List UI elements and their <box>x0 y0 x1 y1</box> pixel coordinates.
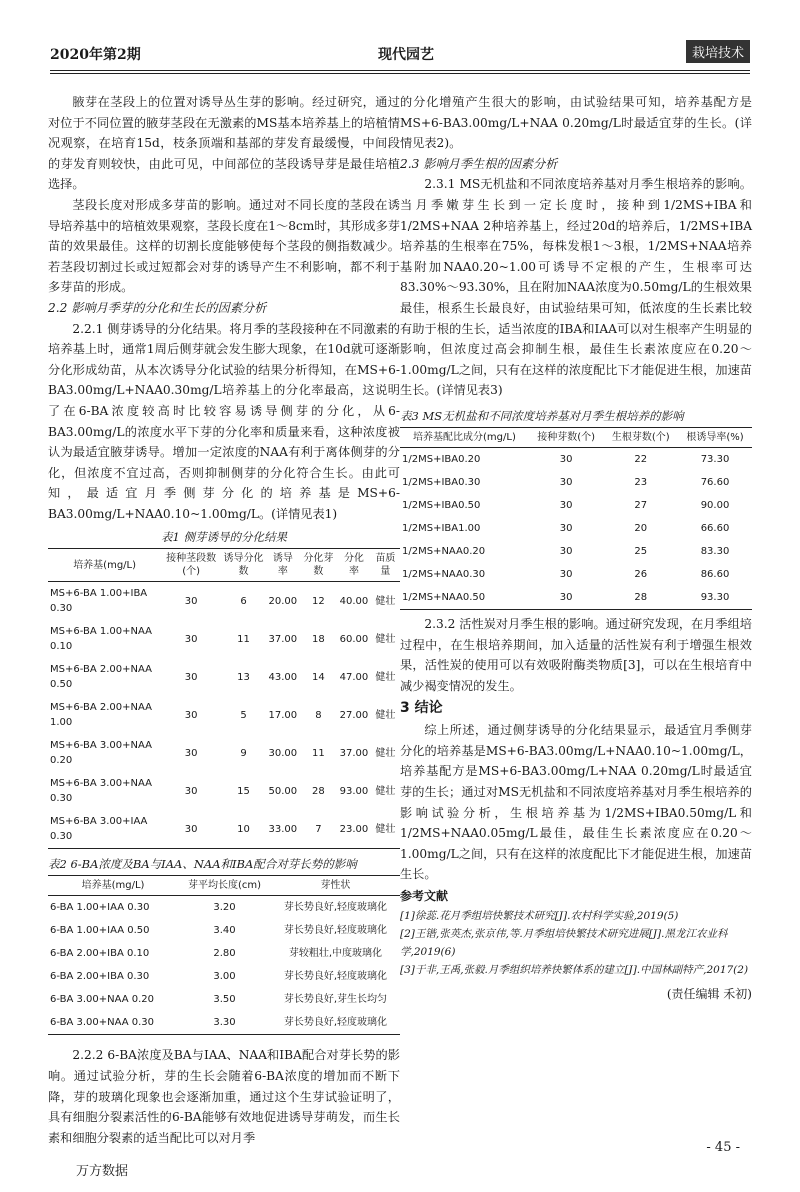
table-row <box>48 772 400 810</box>
reference-item: [1]徐蕊.花月季组培快繁技术研究[J].农村科学实验,2019(5) <box>400 910 679 923</box>
editor-note: (责任编辑 禾初) <box>666 987 752 1002</box>
table-cell: 健壮 <box>375 785 396 797</box>
table-cell: 47.00 <box>339 671 369 683</box>
table-row <box>48 919 400 942</box>
table-cell: MS+6-BA 2.00+NAA 0.50 <box>50 664 152 691</box>
table-cell: 33.00 <box>268 823 298 835</box>
table-row <box>48 896 400 920</box>
table-cell: 22 <box>634 453 648 465</box>
table-cell: 8 <box>315 709 322 721</box>
table-cell: 芽长势良好,芽生长均匀 <box>283 994 388 1006</box>
journal-title: 现代园艺 <box>378 47 434 63</box>
table-cell: 93.30 <box>700 591 730 603</box>
table-cell: 6-BA 2.00+IBA 0.10 <box>50 948 150 960</box>
table-cell: MS+6-BA 1.00+NAA 0.10 <box>50 626 152 653</box>
table-cell: 健壮 <box>375 709 396 721</box>
table-row <box>400 471 752 494</box>
table-cell: 60.00 <box>339 633 369 645</box>
table-cell: 30 <box>559 476 573 488</box>
table-cell: 15 <box>237 785 250 797</box>
table-cell: 1/2MS+NAA0.50 <box>402 591 486 603</box>
paragraph: 腋芽在茎段上的位置对诱导丛生芽的影响。经过研究，通过对位于不同位置的腋芽茎段在无激素的MS基本培养基上的培植情况观察，在培育15d，枝条顶端和基部的芽发育最缓慢，中间段的芽发育则较快，由此可见，中间部位的茎段诱导芽是最佳培植选择。 <box>48 95 400 192</box>
table-cell: 3.40 <box>213 925 236 937</box>
table-cell: 37.00 <box>268 633 298 645</box>
right-column <box>400 92 752 1005</box>
table-header-cell: 分化率 <box>343 553 364 578</box>
paragraph: 茎段长度对形成多芽苗的影响。通过对不同长度的茎段在诱导培养基中的培植效果观察，茎段长度在1～8cm时，其形成多芽苗的效果最佳。这样的切割长度能够使每个茎段的侧指数减少。若茎段切割过长或过短都会对芽的诱导产生不利影响，都不利于多芽苗的形成。 <box>48 197 400 295</box>
table-cell: 30 <box>559 499 573 511</box>
table-cell: 6-BA 3.00+NAA 0.20 <box>50 994 155 1006</box>
table-cell: 健壮 <box>375 823 396 835</box>
table-cell: 6 <box>240 595 247 607</box>
table-row <box>48 988 400 1011</box>
table-cell: 健壮 <box>375 671 396 683</box>
paragraph: 综上所述，通过侧芽诱导的分化结果显示，最适宜月季侧芽分化的培养基是MS+6-BA3.00mg/L+NAA0.10~1.00mg/L，培养基配方是MS+6-BA3.00mg/L+NAA 0.20mg/L时最适宜芽的生长；通过对MS无机盐和不同浓度培养基对月季生根培养的影响试验分析，生根培养基为1/2MS+IBA0.50mg/L和1/2MS+NAA0.05mg/L最佳，最佳生长素浓度应在0.20～1.00mg/L之间，只有在这样的浓度配比下才能促进生根，加速苗生长。 <box>400 723 752 882</box>
table-caption: 表3 MS无机盐和不同浓度培养基对月季生根培养的影响 <box>400 408 684 423</box>
table-1 <box>48 548 400 849</box>
paragraph: 2.2.2 6-BA浓度及BA与IAA、NAA和IBA配合对芽长势的影响。通过试验分析，芽的生长会随着6-BA浓度的增加而不断下降，芽的玻璃化现象也会逐渐加重，通过这个生芽试验证明了，具有细胞分裂素活性的6-BA能够有效地促进诱导芽萌发，而生长素和细胞分裂素的适当配比可以对月季 <box>48 1048 400 1145</box>
table-cell: 5 <box>240 709 247 721</box>
header-rule-thin <box>50 73 750 74</box>
table-cell: 1/2MS+NAA0.30 <box>402 568 486 580</box>
table-cell: 83.30 <box>700 545 730 557</box>
table-header-cell: 苗质量 <box>375 553 396 578</box>
table-cell: 23.00 <box>339 823 369 835</box>
table-cell: 76.60 <box>700 476 730 488</box>
table-row <box>400 540 752 563</box>
table-cell: 20.00 <box>268 595 298 607</box>
table-row <box>48 696 400 734</box>
table-cell: 健壮 <box>375 633 396 645</box>
table-cell: 28 <box>634 591 648 603</box>
table-cell: 健壮 <box>375 747 396 759</box>
table-cell: MS+6-BA 3.00+NAA 0.30 <box>50 778 152 805</box>
reference-item: [2]王锴,张英杰,张京伟,等.月季组培快繁技术研究进展[J].黑龙江农业科学,2019(6) <box>400 928 728 959</box>
table-cell: 30 <box>184 709 198 721</box>
table-caption: 表1 侧芽诱导的分化结果 <box>161 530 287 545</box>
section-heading: 2.3 影响月季生根的因素分析 <box>400 156 558 171</box>
section-heading: 3 结论 <box>400 700 443 717</box>
table-cell: 9 <box>240 747 247 759</box>
table-cell: 6-BA 1.00+IAA 0.30 <box>50 902 150 914</box>
table-cell: 6-BA 1.00+IAA 0.50 <box>50 925 150 937</box>
paragraph: 2.3.2 活性炭对月季生根的影响。通过研究发现，在月季组培过程中，在生根培养期间，加入适量的活性炭有利于增强生根效果，活性炭的使用可以有效吸附酶类物质[3]，可以在生根培育中减少褐变情况的发生。 <box>400 616 752 693</box>
table-cell: 30 <box>184 747 198 759</box>
table-cell: 86.60 <box>700 568 730 580</box>
table-cell: 芽较粗壮,中度玻璃化 <box>288 948 383 960</box>
table-row <box>48 810 400 849</box>
table-row <box>48 582 400 621</box>
table-cell: 93.00 <box>339 785 369 797</box>
table-cell: 18 <box>312 633 325 645</box>
table-cell: 10 <box>237 823 250 835</box>
table-cell: 3.50 <box>213 994 236 1006</box>
section-tag: 栽培技术 <box>686 40 750 63</box>
table-header-cell: 芽性状 <box>320 880 351 892</box>
table-cell: 3.20 <box>213 902 236 914</box>
table-header-cell: 培养基(mg/L) <box>73 559 137 571</box>
table-cell: 健壮 <box>375 595 396 607</box>
table-cell: 芽长势良好,轻度玻璃化 <box>283 971 388 983</box>
table-cell: 30 <box>184 633 198 645</box>
table-header-cell: 培养基配比成分(mg/L) <box>413 431 516 443</box>
table-2 <box>48 875 400 1035</box>
table-cell: 66.60 <box>700 522 730 534</box>
table-cell: 28 <box>312 785 325 797</box>
table-row <box>400 563 752 586</box>
table-cell: MS+6-BA 1.00+IBA 0.30 <box>50 588 148 615</box>
table-cell: 芽长势良好,轻度玻璃化 <box>283 925 388 937</box>
table-header-cell: 分化芽数 <box>303 553 334 578</box>
table-header-cell: 根诱导率(%) <box>686 431 744 443</box>
table-cell: 1/2MS+IBA0.50 <box>402 499 481 511</box>
table-cell: 13 <box>237 671 250 683</box>
table-cell: 30 <box>184 671 198 683</box>
table-cell: 1/2MS+IBA0.20 <box>402 453 481 465</box>
table-row <box>48 965 400 988</box>
table-cell: 90.00 <box>700 499 730 511</box>
page-number: - 45 - <box>706 1140 740 1155</box>
table-cell: 11 <box>237 633 250 645</box>
section-heading: 2.2 影响月季芽的分化和生长的因素分析 <box>48 300 267 315</box>
table-cell: 30 <box>559 591 573 603</box>
table-header-cell: 接种芽数(个) <box>537 431 596 443</box>
table-cell: 17.00 <box>268 709 298 721</box>
table-cell: 芽长势良好,轻度玻璃化 <box>283 902 388 914</box>
table-cell: 27 <box>634 499 648 511</box>
table-header-cell: 生根芽数(个) <box>611 431 670 443</box>
table-cell: 40.00 <box>339 595 369 607</box>
table-cell: 25 <box>634 545 648 557</box>
table-cell: 30 <box>559 545 573 557</box>
table-cell: 23 <box>634 476 648 488</box>
table-3 <box>400 427 752 610</box>
table-header-cell: 诱导分化数 <box>223 553 264 578</box>
table-cell: MS+6-BA 2.00+NAA 1.00 <box>50 702 152 729</box>
table-header-cell: 接种茎段数(个) <box>166 553 217 578</box>
table-row <box>400 517 752 540</box>
table-cell: 30 <box>184 595 198 607</box>
paragraph: 2.2.1 侧芽诱导的分化结果。将月季的茎段接种在不同激素的培养基上时，通常1周后侧芽就会发生膨大现象，在10d就可逐渐分化形成幼苗，从本次诱导分化试验的结果分析得知，在MS+6-BA3.00mg/L+NAA0.30mg/L培养基上的分化率最高，这说明了在6-BA浓度较高时比较容易诱导侧芽的分化，从6-BA3.00mg/L的浓度水平下芽的分化率和质量来看，这种浓度被认为最适宜腋芽诱导。增加一定浓度的NAA有利于离体侧芽的分化，但浓度不宜过高，否则抑制侧芽的分化符合生长。由此可知，最适宜月季侧芽分化的培养基是MS+6-BA3.00mg/L+NAA0.10~1.00mg/L。(详情见表1) <box>48 321 400 521</box>
table-header-cell: 培养基(mg/L) <box>81 880 145 892</box>
table-header-cell: 芽平均长度(cm) <box>187 880 262 892</box>
table-cell: 2.80 <box>213 948 236 960</box>
footer-watermark: 万方数据 <box>76 1164 129 1179</box>
table-row <box>400 447 752 471</box>
table-cell: 14 <box>312 671 325 683</box>
table-cell: 30 <box>559 522 573 534</box>
table-cell: 3.00 <box>213 971 236 983</box>
table-cell: 30 <box>559 568 573 580</box>
table-row <box>48 620 400 658</box>
table-cell: 50.00 <box>268 785 298 797</box>
table-cell: 芽长势良好,轻度玻璃化 <box>283 1017 388 1029</box>
table-row <box>48 942 400 965</box>
table-cell: 7 <box>315 823 322 835</box>
table-row <box>400 494 752 517</box>
table-cell: 6-BA 2.00+IBA 0.30 <box>50 971 150 983</box>
table-cell: 26 <box>634 568 648 580</box>
table-header-cell: 诱导率 <box>272 553 293 578</box>
paragraph: 2.3.1 MS无机盐和不同浓度培养基对月季生根培养的影响。当月季嫩芽生长到一定长度时，接种到1/2MS+IBA和1/2MS+NAA 2种培养基上，经过20d的培养后，1/2MS+IBA培养基的生根率在75%，每株发根1～3根，1/2MS+NAA培养基附加NAA0.20~1.00可诱导不定根的产生，生根率可达83.30%～93.30%，且在附加NAA浓度为0.50mg/L的生根效果最佳，根系生长最良好，由试验结果可知，低浓度的生长素比较有助于根的生长，适当浓度的IBA和IAA可以对生根率产生明显的影响，但浓度过高会抑制生根，最佳生长素浓度应在0.20～1.00mg/L之间，只有在这样的浓度配比下才能促进生根，加速苗生长。(详情见表3) <box>400 177 752 398</box>
table-cell: 30 <box>559 453 573 465</box>
table-cell: 1/2MS+NAA0.20 <box>402 545 486 557</box>
reference-item: [3]于非,王禹,张毅.月季组织培养快繁体系的建立[J].中国林副特产,2017(2) <box>400 964 749 977</box>
table-row <box>48 1011 400 1035</box>
table-cell: 3.30 <box>213 1017 236 1029</box>
table-cell: 73.30 <box>700 453 730 465</box>
table-cell: 20 <box>634 522 648 534</box>
table-row <box>48 734 400 772</box>
table-cell: 30 <box>184 785 198 797</box>
issue-label: 2020年第2期 <box>50 47 141 63</box>
table-cell: MS+6-BA 3.00+NAA 0.20 <box>50 740 152 767</box>
table-cell: 11 <box>312 747 325 759</box>
table-cell: 12 <box>312 595 325 607</box>
table-cell: 43.00 <box>268 671 298 683</box>
table-row <box>400 586 752 610</box>
table-cell: 37.00 <box>339 747 369 759</box>
table-cell: 6-BA 3.00+NAA 0.30 <box>50 1017 155 1029</box>
table-cell: 27.00 <box>339 709 369 721</box>
references-title: 参考文献 <box>400 889 449 904</box>
table-cell: 1/2MS+IBA1.00 <box>402 522 481 534</box>
table-cell: 30.00 <box>268 747 298 759</box>
table-cell: 30 <box>184 823 198 835</box>
table-caption: 表2 6-BA浓度及BA与IAA、NAA和IBA配合对芽长势的影响 <box>48 857 357 872</box>
table-cell: MS+6-BA 3.00+IAA 0.30 <box>50 816 148 843</box>
table-cell: 1/2MS+IBA0.30 <box>402 476 481 488</box>
left-column <box>48 92 400 1148</box>
header-rule <box>50 70 750 71</box>
paragraph: 的分化增殖产生很大的影响，由试验结果可知，培养基配方是MS+6-BA3.00mg/L+NAA 0.20mg/L时最适宜芽的生长。(详情见表2)。 <box>400 95 752 151</box>
table-row <box>48 658 400 696</box>
